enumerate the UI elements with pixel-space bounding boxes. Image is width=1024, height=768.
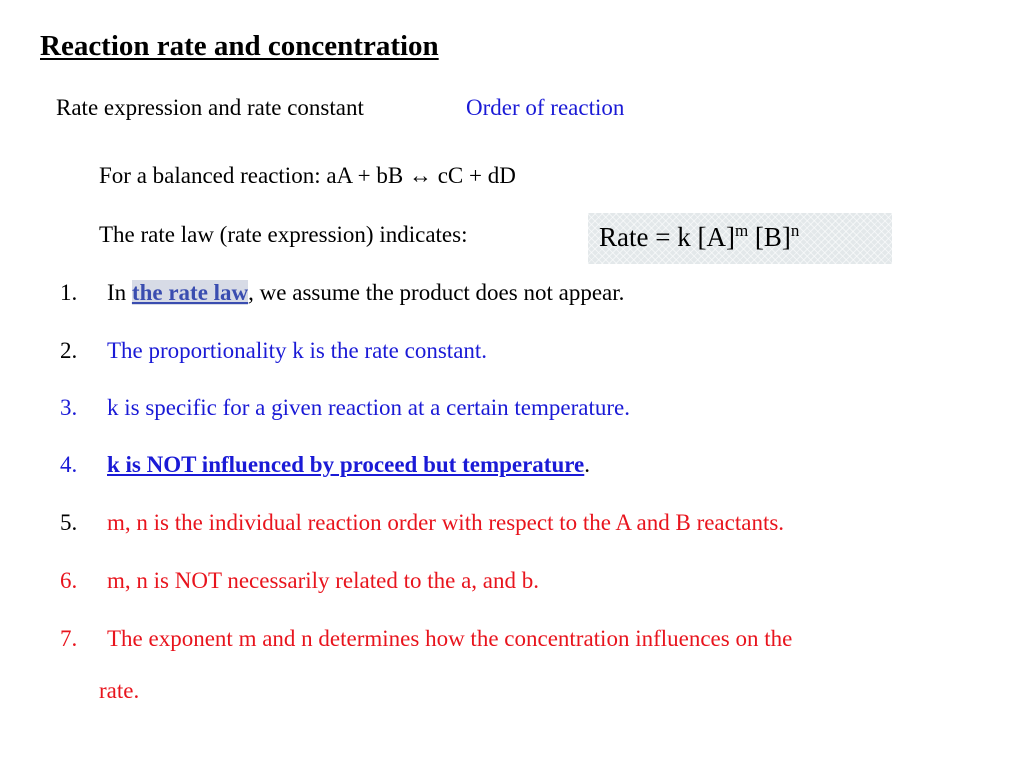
list-item-continuation-text: rate. <box>99 678 140 703</box>
rate-expression-middle: [B] <box>748 222 791 252</box>
subheading-rate-expression: Rate expression and rate constant <box>56 95 364 120</box>
list-item-text <box>107 452 590 478</box>
list-item-text: The proportionality k is the rate constant. <box>107 338 488 363</box>
rate-expression-prefix: Rate = k [A] <box>599 222 735 252</box>
list-item <box>0 626 1024 656</box>
list-item-text: m, n is NOT necessarily related to the a, and b. <box>107 568 539 593</box>
list-item-text <box>107 280 624 306</box>
list-item-number: 1. <box>60 280 78 305</box>
list-item-text: m, n is the individual reaction order with respect to the A and B reactants. <box>107 510 785 535</box>
list-item-post: . <box>584 452 591 477</box>
list-item <box>0 568 1024 598</box>
list-item-number: 4. <box>60 452 78 477</box>
list-item-text: The exponent m and n determines how the concentration influences on the <box>107 626 793 651</box>
list-item-number: 5. <box>60 510 78 535</box>
balanced-reaction-line: For a balanced reaction: aA + bB ↔ cC + dD <box>99 163 516 188</box>
list-item <box>0 338 1024 368</box>
list-item-text: k is specific for a given reaction at a certain temperature. <box>107 395 630 420</box>
rate-law-intro-line: The rate law (rate expression) indicates: <box>99 222 468 247</box>
list-item-continuation <box>0 678 1024 708</box>
list-item-post: , we assume the product does not appear. <box>248 280 625 305</box>
list-item-number: 7. <box>60 626 78 651</box>
list-item-number: 3. <box>60 395 78 420</box>
list-item-emphasis: k is NOT influenced by proceed but temperature <box>107 452 585 477</box>
rate-expression-box <box>588 213 892 264</box>
rate-exponent-m: m <box>734 221 749 240</box>
list-item-number: 6. <box>60 568 78 593</box>
list-item <box>0 452 1024 482</box>
list-item <box>0 395 1024 425</box>
rate-law-link[interactable]: the rate law <box>131 280 249 305</box>
list-item <box>0 280 1024 310</box>
rate-exponent-n: n <box>790 221 800 240</box>
subheading-order-of-reaction: Order of reaction <box>466 95 625 120</box>
slide-title: Reaction rate and concentration <box>40 30 439 62</box>
list-item-pre: In <box>107 280 132 305</box>
list-item-number: 2. <box>60 338 78 363</box>
list-item <box>0 510 1024 540</box>
